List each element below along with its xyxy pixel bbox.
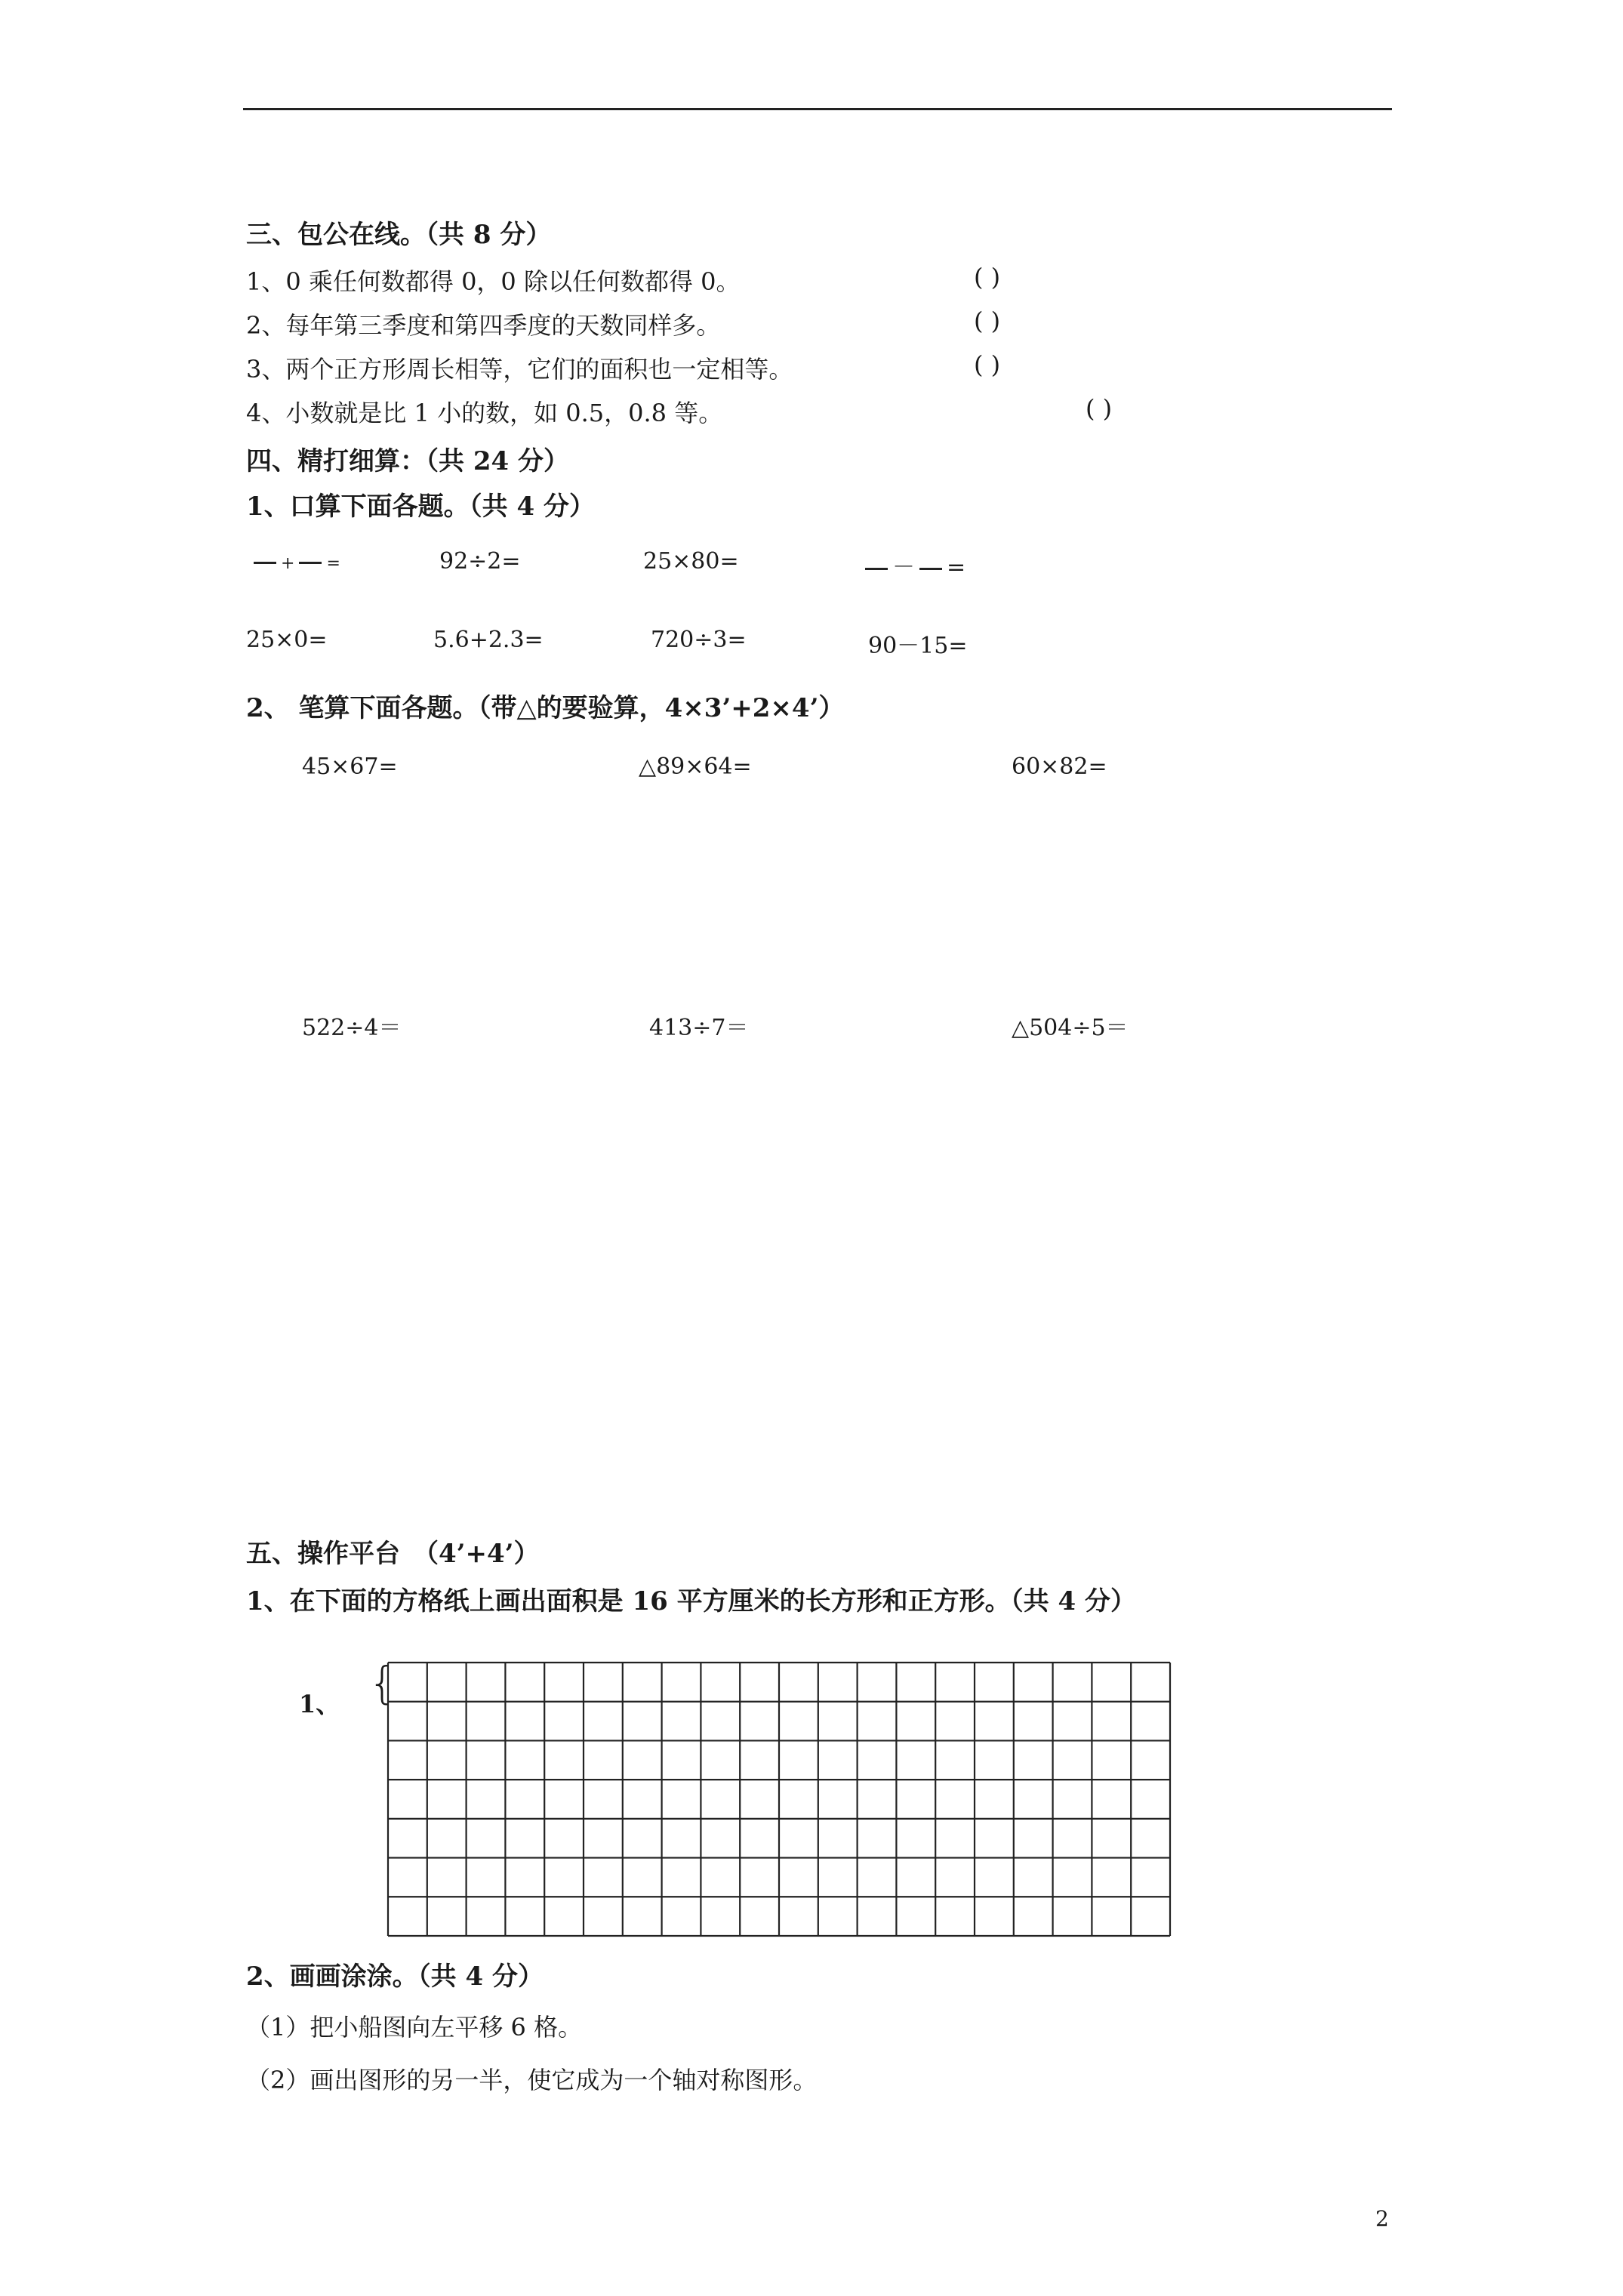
section4-title: 四、精打细算：（共 24 分） xyxy=(246,446,569,476)
answer-blank-2[interactable]: ( ) xyxy=(974,307,1001,335)
section3-title: 三、包公在线。（共 8 分） xyxy=(246,220,552,250)
equals-sign: = xyxy=(947,554,966,581)
section3-item-3: 3、两个正方形周长相等，它们的面积也一定相等。 xyxy=(246,355,793,384)
answer-blank-3[interactable]: ( ) xyxy=(974,350,1001,379)
brace-glyph: { xyxy=(368,1657,396,1709)
oral-calc-7: 720÷3= xyxy=(651,627,747,653)
oral-calc-3: 25×80= xyxy=(643,548,739,575)
oral-calc-fraction-add xyxy=(249,548,340,575)
written-calc-5: 413÷7＝ xyxy=(649,1015,749,1041)
plus-sign: + xyxy=(281,554,295,573)
page-number: 2 xyxy=(1375,2206,1389,2231)
fraction-bar xyxy=(919,568,942,570)
minus-sign: － xyxy=(892,554,915,581)
written-calc-6: △504÷5＝ xyxy=(1012,1015,1129,1041)
oral-calc-6: 5.6+2.3= xyxy=(433,627,544,653)
grid-svg[interactable] xyxy=(387,1661,1172,1937)
fraction-bar xyxy=(865,568,888,570)
section5-part2-item-2: （2）画出图形的另一半，使它成为一个轴对称图形。 xyxy=(246,2066,818,2094)
section5-title: 五、操作平台 （4’+4’） xyxy=(246,1539,540,1569)
written-calc-2: △89×64= xyxy=(639,754,752,780)
equals-sign: = xyxy=(326,554,340,573)
oral-calc-8: 90－15= xyxy=(868,633,968,659)
section4-part2-title: 2、 笔算下面各题。（带△的要验算，4×3’+2×4’） xyxy=(246,693,845,723)
section3-item-1: 1、0 乘任何数都得 0，0 除以任何数都得 0。 xyxy=(246,267,741,296)
section3-item-2: 2、每年第三季度和第四季度的天数同样多。 xyxy=(246,311,721,340)
section5-part2-item-1: （1）把小船图向左平移 6 格。 xyxy=(246,2013,583,2042)
fraction-bar xyxy=(254,562,276,564)
section5-part2-title: 2、画画涂涂。（共 4 分） xyxy=(246,1962,544,1992)
fraction-bar xyxy=(299,562,322,564)
oral-calc-2: 92÷2= xyxy=(439,548,521,575)
section3-item-4: 4、小数就是比 1 小的数，如 0.5，0.8 等。 xyxy=(246,399,723,427)
answer-blank-1[interactable]: ( ) xyxy=(974,263,1001,291)
oral-calc-5: 25×0= xyxy=(246,627,328,653)
written-calc-3: 60×82= xyxy=(1012,754,1107,780)
cropped-label: 1、 xyxy=(299,1690,340,1718)
written-calc-4: 522÷4＝ xyxy=(302,1015,402,1041)
section5-part1-title: 1、在下面的方格纸上画出面积是 16 平方厘米的长方形和正方形。（共 4 分） xyxy=(246,1586,1136,1616)
written-calc-1: 45×67= xyxy=(302,754,398,780)
header-rule xyxy=(243,108,1392,110)
oral-calc-fraction-subtract xyxy=(861,548,965,581)
section4-part1-title: 1、口算下面各题。（共 4 分） xyxy=(246,492,595,522)
graph-paper-grid[interactable] xyxy=(387,1661,1172,1940)
answer-blank-4[interactable]: ( ) xyxy=(1086,394,1113,423)
